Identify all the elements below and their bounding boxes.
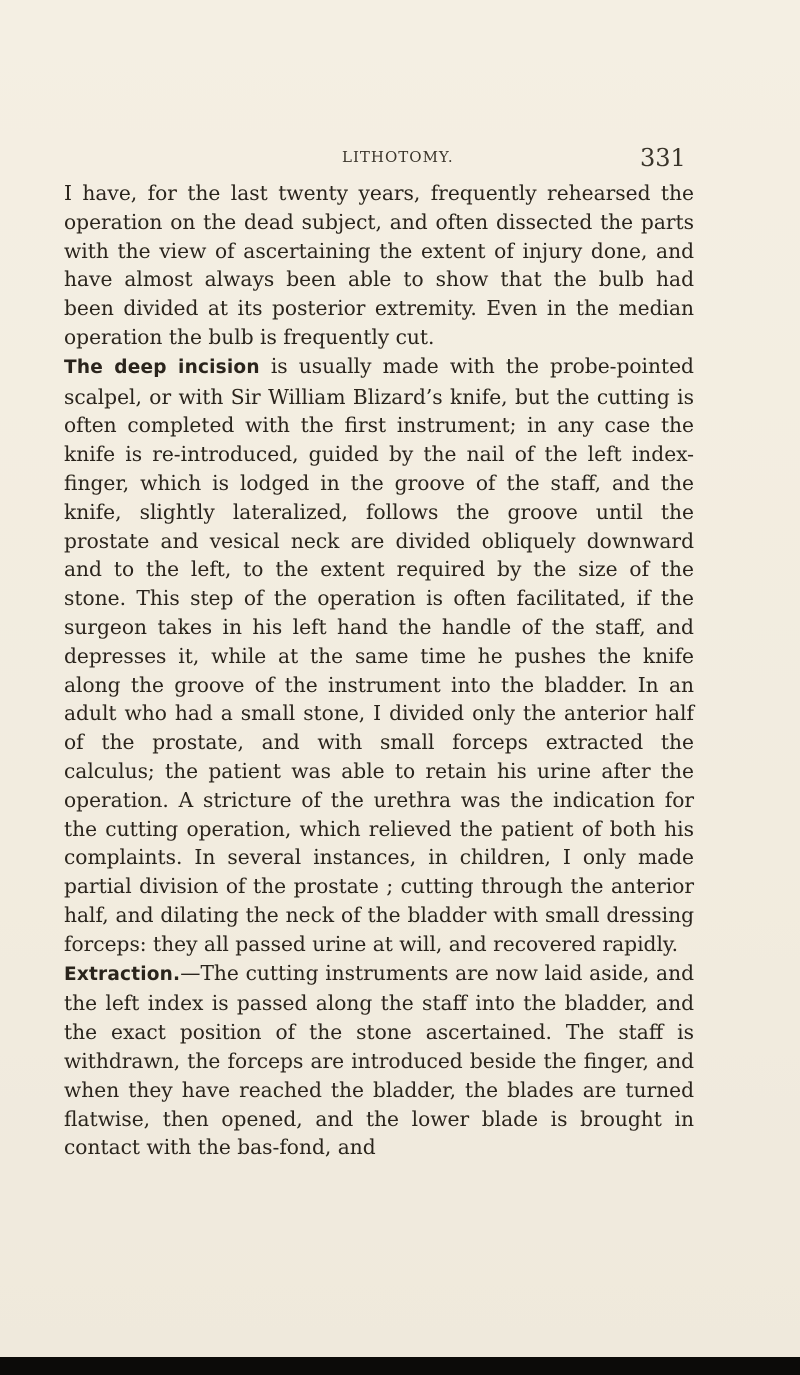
- section-heading-deep-incision: The deep incision: [64, 356, 260, 378]
- paragraph-text: —The cutting instruments are now laid aside, and the left index is passed along the staff into the bladder, and the exact position of the stone ascertained. The staff is withdrawn, the forceps are introduced beside the finger, and when they have reached the bladder, the blades are turned flatwise, then opened, and the lower blade is brought in contact with the bas-fond, and: [64, 960, 694, 1160]
- paragraph-text: is usually made with the probe-pointed scalpel, or with Sir William Blizard’s knife, but the cutting is often completed with the first instrument; in any case the knife is re-introduced, guided by the nail of the left index-finger, which is lodged in the groove of the staff, and the knife, slightly lateralized, follows the groove until the prostate and vesical neck are divided obliquely downward and to the left, to the extent required by the size of the stone. This step of the operation is often facilitated, if the surgeon takes in his left hand the handle of the staff, and depresses it, while at the same time he pushes the knife along the groove of the instrument into the bladder. In an adult who had a small stone, I divided only the anterior half of the prostate, and with small forceps extracted the calculus; the patient was able to retain his urine after the operation. A stricture of the urethra was the indication for the cutting operation, which relieved the patient of both his complaints. In several instances, in children, I only made partial division of the prostate ; cutting through the anterior half, and dilating the neck of the bladder with small dressing forceps: they all passed urine at will, and recovered rapidly.: [64, 353, 694, 956]
- paragraph-deep-incision: [64, 352, 694, 959]
- scan-edge-bar: [0, 1357, 800, 1375]
- paragraph-text: I have, for the last twenty years, frequently rehearsed the operation on the dead subject, and often dissected the parts with the view of ascertaining the extent of injury done, and have almost always been able to show that the bulb had been divided at its posterior extremity. Even in the median operation the bulb is frequently cut.: [64, 181, 694, 349]
- page-header: [0, 144, 800, 174]
- paragraph-intro: [64, 179, 694, 352]
- running-title: LITHOTOMY.: [342, 148, 454, 166]
- paragraph-extraction: [64, 959, 694, 1163]
- section-heading-extraction: Extraction.: [64, 963, 181, 985]
- page-number: 331: [640, 144, 686, 172]
- body-text: [64, 179, 694, 1162]
